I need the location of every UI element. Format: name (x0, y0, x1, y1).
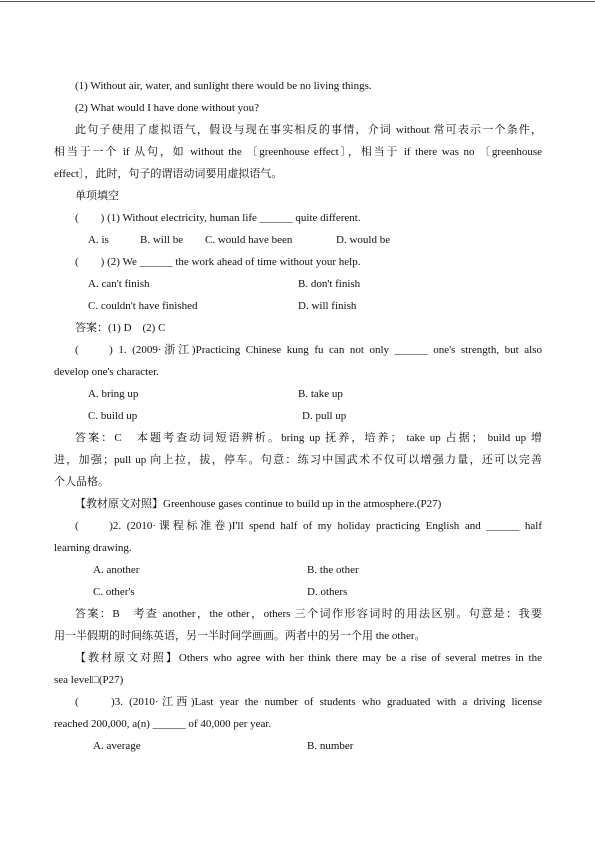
answer-explanation-line-3: 个人品格。 (54, 476, 109, 488)
option-a: A. another (93, 564, 140, 576)
option-c: C. couldn't have finished (88, 300, 198, 312)
option-c: C. other's (93, 586, 135, 598)
question-stem: ( ) 1. (2009·浙江)Practicing Chinese kung fu can not only ______ one's strength, but also (75, 344, 542, 356)
option-d: D. would be (336, 234, 391, 246)
question-stem: ( ) (2) We ______ the work ahead of time without your help. (75, 256, 361, 268)
option-c: C. would have been (205, 234, 293, 246)
explanation-line-2: 相当于一个 if 从句，如 without the 〔greenhouse effect〕，相当于 if there was no 〔greenhouse (54, 146, 542, 158)
top-border-line (0, 1, 595, 2)
answer-explanation-line-2: 进，加强；pull up 向上拉，拔，停车。句意：练习中国武术不仅可以增强力量，还可以完善 (54, 454, 542, 466)
option-d: D. will finish (298, 300, 357, 312)
option-c: C. build up (88, 410, 138, 422)
question-stem: ( )2. (2010·课程标准卷)I'll spend half of my holiday practicing English and ______ half (75, 520, 542, 532)
section-heading: 单项填空 (75, 190, 119, 202)
answer-explanation-line-1: 答案：C 本题考查动词短语辨析。bring up 抚养，培养； take up 占据； build up 增 (75, 432, 542, 444)
question-stem-continued: learning drawing. (54, 542, 132, 554)
option-b: B. the other (307, 564, 359, 576)
option-a: A. can't finish (88, 278, 150, 290)
explanation-line-3: effect〕，此时，句子的谓语动词要用虚拟语气。 (54, 168, 283, 180)
option-b: B. will be (140, 234, 184, 246)
textbook-reference-continued: sea level□(P27) (54, 674, 124, 686)
example-sentence-1: (1) Without air, water, and sunlight there would be no living things. (75, 80, 372, 92)
option-a: A. bring up (88, 388, 139, 400)
question-stem-continued: reached 200,000, a(n) ______ of 40,000 per year. (54, 718, 272, 730)
answer-line: 答案：(1) D (2) C (75, 322, 166, 334)
example-sentence-2: (2) What would I have done without you? (75, 102, 260, 114)
textbook-reference: 【教材原文对照】Greenhouse gases continue to build up in the atmosphere.(P27) (75, 498, 442, 510)
answer-explanation-line-2: 用一半假期的时间练英语，另一半时间学画画。两者中的另一个用 the other。 (54, 630, 426, 642)
question-stem-continued: develop one's character. (54, 366, 159, 378)
option-a: A. is (88, 234, 109, 246)
option-d: D. others (307, 586, 348, 598)
option-b: B. don't finish (298, 278, 361, 290)
question-stem: ( ) (1) Without electricity, human life ______ quite different. (75, 212, 361, 224)
question-stem: ( )3. (2010·江西)Last year the number of students who graduated with a driving license (75, 696, 542, 708)
option-b: B. number (307, 740, 354, 752)
textbook-reference: 【教材原文对照】Others who agree with her think there may be a rise of several metres in the (75, 652, 542, 664)
option-a: A. average (93, 740, 141, 752)
answer-explanation-line-1: 答案：B 考查 another，the other，others 三个词作形容词时的用法区别。句意是：我要 (75, 608, 542, 620)
option-d: D. pull up (302, 410, 347, 422)
option-b: B. take up (298, 388, 343, 400)
explanation-line-1: 此句子使用了虚拟语气，假设与现在事实相反的事情，介词 without 常可表示一个条件， (75, 124, 542, 136)
